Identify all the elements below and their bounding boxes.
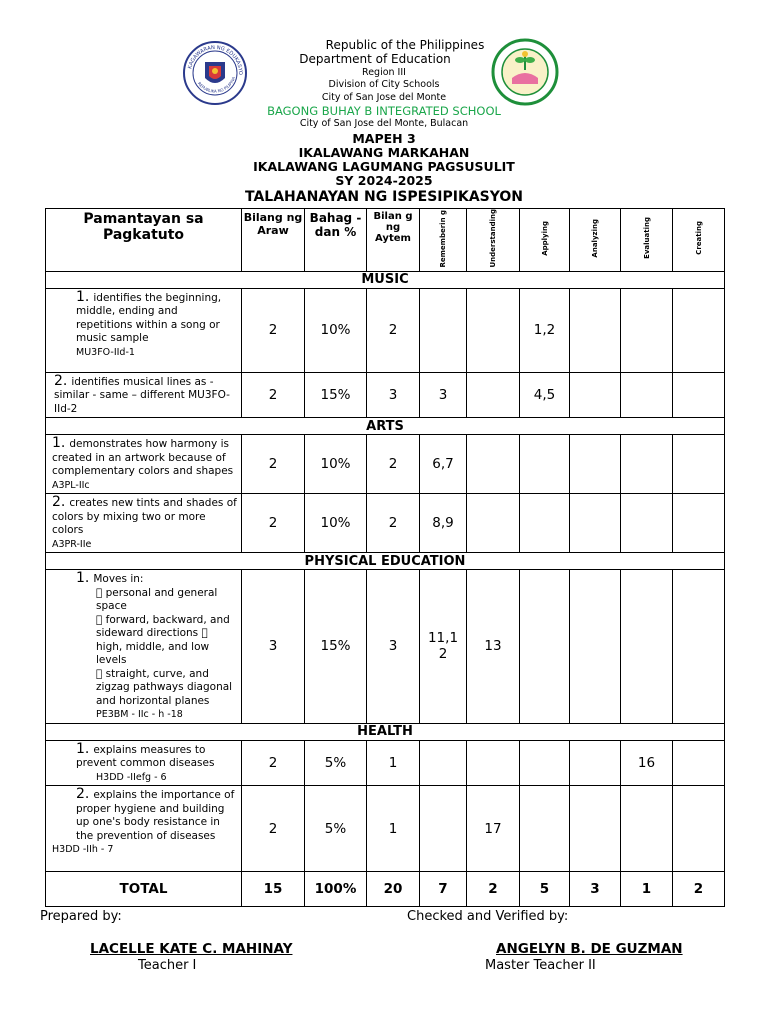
total-understanding: 2	[467, 872, 520, 907]
cell-remembering: 3	[420, 372, 467, 418]
row-number: 1.	[52, 435, 66, 452]
cell-days: 2	[242, 494, 305, 553]
cell-remembering: 11,1 2	[420, 570, 467, 724]
school-name: BAGONG BUHAY B INTEGRATED SCHOOL	[267, 104, 501, 118]
cell-items: 2	[367, 288, 420, 372]
checker-name: ANGELYN B. DE GUZMAN	[496, 941, 683, 957]
cell-items: 1	[367, 740, 420, 786]
cell-evaluating: 16	[621, 740, 673, 786]
cell-items: 3	[367, 372, 420, 418]
cell-percent: 5%	[305, 740, 367, 786]
cell-percent: 10%	[305, 288, 367, 372]
total-creating: 2	[673, 872, 725, 907]
cell-percent: 10%	[305, 494, 367, 553]
cell-applying	[520, 435, 570, 494]
cell-creating	[673, 786, 725, 872]
section-row-arts	[46, 418, 725, 435]
cell-analyzing	[570, 288, 621, 372]
cell-creating	[673, 435, 725, 494]
competency-code: PE3BM - IIc - h -18	[96, 695, 183, 707]
competency-lead: Moves in:	[93, 573, 144, 586]
cell-days: 2	[242, 786, 305, 872]
cell-analyzing	[570, 435, 621, 494]
cell-applying	[520, 570, 570, 724]
row-number: 1.	[76, 570, 90, 587]
cell-creating	[673, 288, 725, 372]
division-text: Division of City Schools	[328, 79, 440, 90]
cell-analyzing	[570, 786, 621, 872]
cell-evaluating	[621, 786, 673, 872]
cell-applying	[520, 740, 570, 786]
cell-days: 3	[242, 570, 305, 724]
total-applying: 5	[520, 872, 570, 907]
col-analyzing: Analyzing	[591, 218, 599, 258]
tos-table	[45, 208, 725, 907]
row-number: 2.	[76, 783, 90, 800]
competency-code: A3PL-IIc	[52, 479, 90, 491]
exam-title: IKALAWANG LAGUMANG PAGSUSULIT	[253, 159, 515, 174]
col-percent: Bahag -dan %	[309, 211, 362, 239]
competency-text: identifies the beginning, middle, ending and repetitions within a song or music sample	[76, 291, 222, 345]
cell-understanding	[467, 494, 520, 553]
school-address: City of San Jose del Monte, Bulacan	[299, 118, 469, 129]
table-row	[46, 435, 725, 494]
competency-code: MU3FO-IId-1	[76, 346, 135, 358]
cell-evaluating	[621, 494, 673, 553]
table-row	[46, 740, 725, 786]
section-music: MUSIC	[46, 271, 725, 288]
col-applying: Applying	[540, 220, 549, 256]
cell-items: 2	[367, 435, 420, 494]
row-number: 1.	[76, 288, 90, 305]
col-creating: Creating	[694, 221, 703, 256]
seal-text: KAGAWARAN NG EDUKASYO	[187, 44, 244, 75]
row-number: 2.	[52, 494, 66, 511]
cell-items: 2	[367, 494, 420, 553]
section-row-pe	[46, 553, 725, 570]
cell-percent: 5%	[305, 786, 367, 872]
cell-percent: 15%	[305, 570, 367, 724]
cell-applying: 1,2	[520, 288, 570, 372]
cell-analyzing	[570, 570, 621, 724]
total-days: 15	[242, 872, 305, 907]
cell-analyzing	[570, 372, 621, 418]
deped-seal-icon	[182, 40, 248, 106]
section-health: HEALTH	[46, 723, 725, 740]
section-row-music	[46, 271, 725, 288]
competency-code: H3DD -IIefg - 6	[96, 769, 167, 781]
cell-applying	[520, 494, 570, 553]
competency-text: creates new tints and shades of colors by mixing two or more colors	[52, 497, 237, 537]
cell-days: 2	[242, 435, 305, 494]
prepared-label: Prepared by:	[40, 909, 122, 924]
seal-subtext: REPUBLIKA NG PILIPINA	[196, 76, 237, 94]
checker-title: Master Teacher II	[485, 958, 596, 973]
cell-creating	[673, 372, 725, 418]
cell-evaluating	[621, 288, 673, 372]
total-percent: 100%	[305, 872, 367, 907]
table-row	[46, 494, 725, 553]
cell-understanding	[467, 288, 520, 372]
city-text: City of San Jose del Monte	[321, 92, 447, 103]
competency-text: demonstrates how harmony is created in an artwork because of complementary colors and shapes	[52, 438, 234, 478]
total-row	[46, 872, 725, 907]
total-label: TOTAL	[46, 872, 242, 907]
table-row	[46, 288, 725, 372]
col-evaluating: Evaluating	[642, 217, 651, 260]
checked-label: Checked and Verified by:	[407, 909, 569, 924]
header-row	[46, 209, 725, 272]
cell-analyzing	[570, 494, 621, 553]
competency-text: explains the importance of proper hygiene and building up one's body resistance in the prevention of diseases	[76, 786, 235, 840]
col-days: Bilang ng Araw	[243, 211, 303, 237]
cell-creating	[673, 494, 725, 553]
cell-understanding	[467, 740, 520, 786]
cell-evaluating	[621, 570, 673, 724]
cell-days: 2	[242, 288, 305, 372]
republic-text: Republic of the Philippines	[325, 38, 485, 52]
total-items: 20	[367, 872, 420, 907]
cell-remembering	[420, 786, 467, 872]
pe-bullet: personal and general space	[96, 586, 208, 613]
cell-remembering: 6,7	[420, 435, 467, 494]
cell-remembering	[420, 740, 467, 786]
cell-days: 2	[242, 740, 305, 786]
competency-text: identifies musical lines as - similar - same – different MU3FO-IId-2	[54, 375, 230, 415]
cell-understanding	[467, 435, 520, 494]
section-pe: PHYSICAL EDUCATION	[46, 553, 725, 570]
col-competency: Pamantayan sa Pagkatuto	[83, 211, 204, 243]
cell-items: 3	[367, 570, 420, 724]
cell-understanding: 17	[467, 786, 520, 872]
total-analyzing: 3	[570, 872, 621, 907]
cell-understanding	[467, 372, 520, 418]
quarter-title: IKALAWANG MARKAHAN	[298, 145, 470, 160]
cell-applying	[520, 786, 570, 872]
cell-remembering	[420, 288, 467, 372]
table-title: TALAHANAYAN NG ISPESIPIKASYON	[244, 189, 524, 205]
pe-bullet: straight, curve, and zigzag pathways diagonal and horizontal planes	[96, 654, 237, 694]
department-text: Department of Education	[299, 52, 451, 66]
subject-title: MAPEH 3	[352, 131, 416, 146]
row-number: 1.	[76, 738, 90, 755]
competency-text: explains measures to prevent common diseases	[76, 741, 215, 767]
cell-items: 1	[367, 786, 420, 872]
table-row	[46, 372, 725, 418]
school-year: SY 2024-2025	[335, 173, 433, 188]
cell-evaluating	[621, 372, 673, 418]
cell-creating	[673, 740, 725, 786]
total-remembering: 7	[420, 872, 467, 907]
cell-days: 2	[242, 372, 305, 418]
row-number: 2.	[54, 372, 68, 389]
cell-percent: 10%	[305, 435, 367, 494]
section-arts: ARTS	[46, 418, 725, 435]
section-row-health	[46, 723, 725, 740]
cell-evaluating	[621, 435, 673, 494]
col-remembering: Rememberin g	[439, 209, 447, 268]
cell-remembering: 8,9	[420, 494, 467, 553]
cell-percent: 15%	[305, 372, 367, 418]
col-understanding: Understanding	[489, 209, 497, 268]
cell-creating	[673, 570, 725, 724]
total-evaluating: 1	[621, 872, 673, 907]
table-row	[46, 570, 725, 724]
competency-code: H3DD -IIh - 7	[52, 841, 114, 853]
competency-code: A3PR-IIe	[52, 538, 92, 550]
cell-understanding: 13	[467, 570, 520, 724]
region-text: Region III	[362, 67, 406, 78]
col-items: Bilan g ng Aytem	[373, 211, 413, 244]
pe-bullet: forward, backward, and sideward directions high, middle, and low levels	[96, 613, 228, 653]
preparer-title: Teacher I	[138, 958, 197, 973]
cell-applying: 4,5	[520, 372, 570, 418]
preparer-name: LACELLE KATE C. MAHINAY	[90, 941, 293, 957]
table-row	[46, 786, 725, 872]
cell-analyzing	[570, 740, 621, 786]
